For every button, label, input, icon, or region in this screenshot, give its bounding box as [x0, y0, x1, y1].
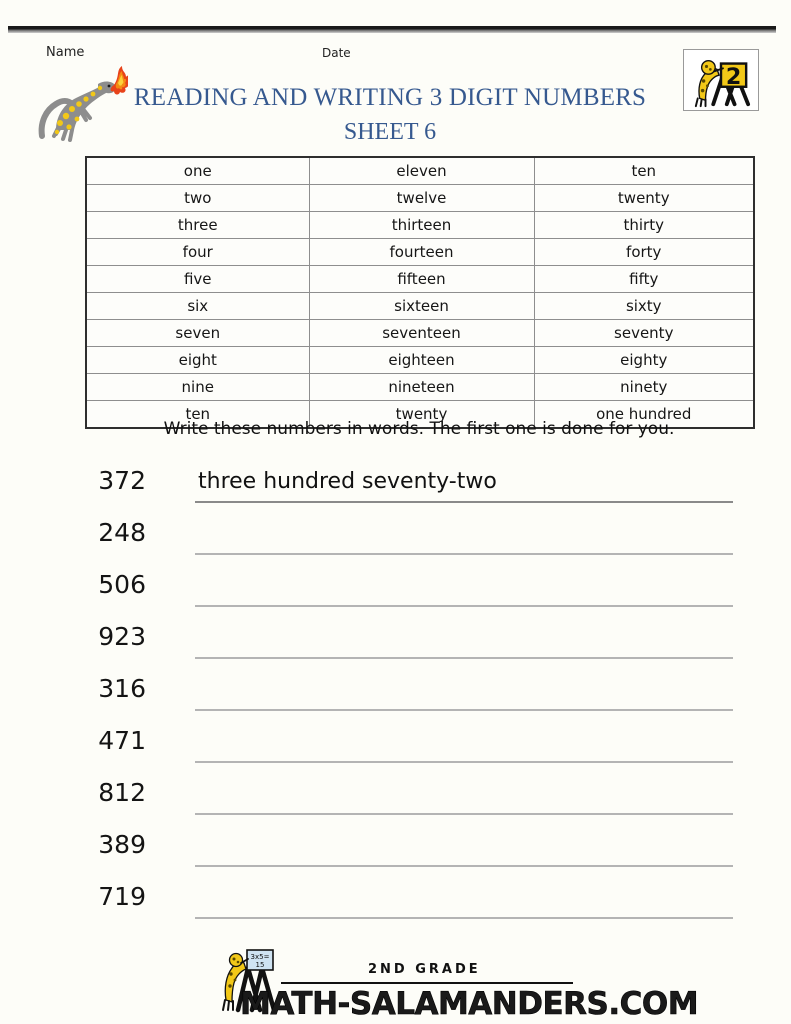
table-cell: eight [86, 347, 309, 374]
table-cell: six [86, 293, 309, 320]
exercise-number: 316 [98, 674, 146, 703]
page-top-band [8, 26, 776, 33]
exercise-row [0, 824, 791, 876]
table-row [86, 212, 754, 239]
table-cell: thirty [534, 212, 754, 239]
svg-text:3x5=: 3x5= [250, 953, 270, 961]
table-cell: one hundred [534, 401, 754, 429]
table-cell: two [86, 185, 309, 212]
date-label: Date [322, 46, 351, 60]
exercise-row [0, 876, 791, 928]
table-cell: twelve [309, 185, 534, 212]
table-cell: fifteen [309, 266, 534, 293]
exercise-answer-line[interactable] [195, 761, 733, 763]
exercise-answer-line[interactable] [195, 709, 733, 711]
table-row [86, 347, 754, 374]
table-cell: nineteen [309, 374, 534, 401]
exercise-row [0, 772, 791, 824]
table-cell: one [86, 157, 309, 185]
footer-divider [281, 982, 573, 984]
exercise-row [0, 720, 791, 772]
exercise-row [0, 512, 791, 564]
exercise-number: 248 [98, 518, 146, 547]
title-main: READING AND WRITING 3 DIGIT NUMBERS [133, 84, 647, 111]
name-label: Name [46, 45, 85, 60]
table-cell: three [86, 212, 309, 239]
exercise-answer-line[interactable] [195, 865, 733, 867]
table-cell: ten [534, 157, 754, 185]
title-sheet-number: SHEET 6 [343, 119, 437, 145]
table-cell: fourteen [309, 239, 534, 266]
table-cell: ten [86, 401, 309, 429]
table-cell: nine [86, 374, 309, 401]
exercise-answer-line[interactable] [195, 553, 733, 555]
exercise-row [0, 616, 791, 668]
table-cell: eighty [534, 347, 754, 374]
table-cell: eighteen [309, 347, 534, 374]
table-row [86, 185, 754, 212]
exercise-number: 471 [98, 726, 146, 755]
table-cell: forty [534, 239, 754, 266]
table-row [86, 266, 754, 293]
table-cell: five [86, 266, 309, 293]
page-title [120, 82, 660, 148]
exercise-answer-line[interactable] [195, 813, 733, 815]
table-cell: sixty [534, 293, 754, 320]
table-cell: four [86, 239, 309, 266]
table-cell: twenty [534, 185, 754, 212]
number-words-table [85, 156, 755, 429]
table-row [86, 293, 754, 320]
exercise-number: 506 [98, 570, 146, 599]
table-cell: eleven [309, 157, 534, 185]
table-cell: seven [86, 320, 309, 347]
exercise-number: 719 [98, 882, 146, 911]
exercise-row [0, 460, 791, 512]
exercise-list [0, 460, 791, 928]
svg-text:2: 2 [725, 63, 742, 90]
exercise-number: 923 [98, 622, 146, 651]
instruction-text: Write these numbers in words. The first one is done for you. [163, 419, 675, 439]
exercise-answer-line[interactable] [195, 605, 733, 607]
table-cell: sixteen [309, 293, 534, 320]
footer-grade-label: 2ND GRADE [368, 962, 481, 977]
table-row [86, 374, 754, 401]
number-words-table-body [86, 157, 754, 428]
exercise-answer-line[interactable] [195, 657, 733, 659]
exercise-row [0, 668, 791, 720]
table-cell: seventeen [309, 320, 534, 347]
table-cell: seventy [534, 320, 754, 347]
table-cell: ninety [534, 374, 754, 401]
table-row [86, 320, 754, 347]
exercise-answer[interactable]: three hundred seventy-two [198, 469, 497, 494]
exercise-number: 389 [98, 830, 146, 859]
svg-text:15: 15 [255, 961, 265, 969]
table-row [86, 239, 754, 266]
table-cell: fifty [534, 266, 754, 293]
exercise-row [0, 564, 791, 616]
exercise-answer-line[interactable] [195, 501, 733, 503]
exercise-number: 372 [98, 466, 146, 495]
table-row [86, 157, 754, 185]
table-cell: twenty [309, 401, 534, 429]
exercise-number: 812 [98, 778, 146, 807]
salamander-easel-grade2-icon [684, 50, 758, 110]
exercise-answer-line[interactable] [195, 917, 733, 919]
grade-logo [683, 49, 759, 111]
table-cell: thirteen [309, 212, 534, 239]
footer-site-name: MATH-SALAMANDERS.COM [240, 986, 699, 1022]
footer-branding [0, 940, 791, 1024]
fire-breathing-salamander-icon [36, 60, 128, 142]
